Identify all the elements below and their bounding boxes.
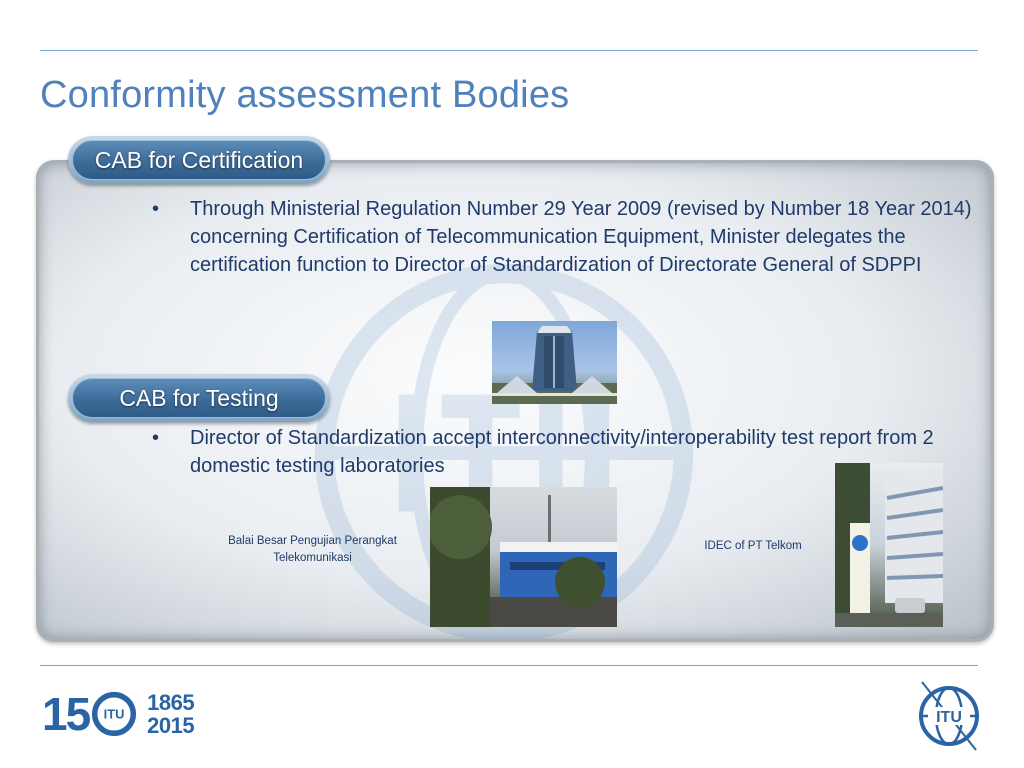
itu-logo-text: ITU: [936, 709, 962, 726]
testing-text: Director of Standardization accept interconnectivity/interoperability test report from 2 domestic testing laboratories: [190, 427, 934, 477]
certification-text: Through Ministerial Regulation Number 29 Year 2009 (revised by Number 18 Year 2014) concerning Certification of Telecommunication Equipment, Minister delegates the certification function to Director of Standardization of Directorate General of SDPPI: [190, 198, 972, 276]
top-divider: [40, 50, 978, 51]
cab-certification-text: CAB for Certification: [72, 140, 326, 180]
bullet-marker: •: [152, 198, 160, 220]
testing-lab-photo: [430, 487, 617, 627]
lab-caption: Balai Besar Pengujian Perangkat Telekomunikasi: [228, 535, 397, 564]
cab-testing-text: CAB for Testing: [72, 378, 326, 418]
itu-ring-icon: [91, 691, 137, 737]
sdppi-building-photo: [492, 321, 617, 404]
bullet-marker: •: [152, 427, 160, 449]
ring-label: ITU: [103, 706, 125, 722]
telkom-illustration: [835, 463, 943, 627]
itu-150-logo: [42, 686, 194, 742]
telkom-building-photo: [835, 463, 943, 627]
telkom-caption: IDEC of PT Telkom: [704, 540, 802, 552]
year-start: 1865: [147, 690, 195, 715]
anniversary-years: [147, 691, 194, 737]
itu-logo-icon: [914, 676, 984, 752]
page-title: Conformity assessment Bodies: [40, 74, 570, 116]
cab-certification-label: [68, 136, 330, 184]
year-end: 2015: [147, 713, 195, 738]
lab-illustration: [430, 487, 617, 627]
cab-testing-label: [68, 374, 330, 422]
anniversary-number: 15: [42, 688, 90, 740]
certification-bullet: [152, 195, 975, 279]
building-illustration: [492, 321, 617, 404]
bottom-divider: [40, 665, 978, 666]
